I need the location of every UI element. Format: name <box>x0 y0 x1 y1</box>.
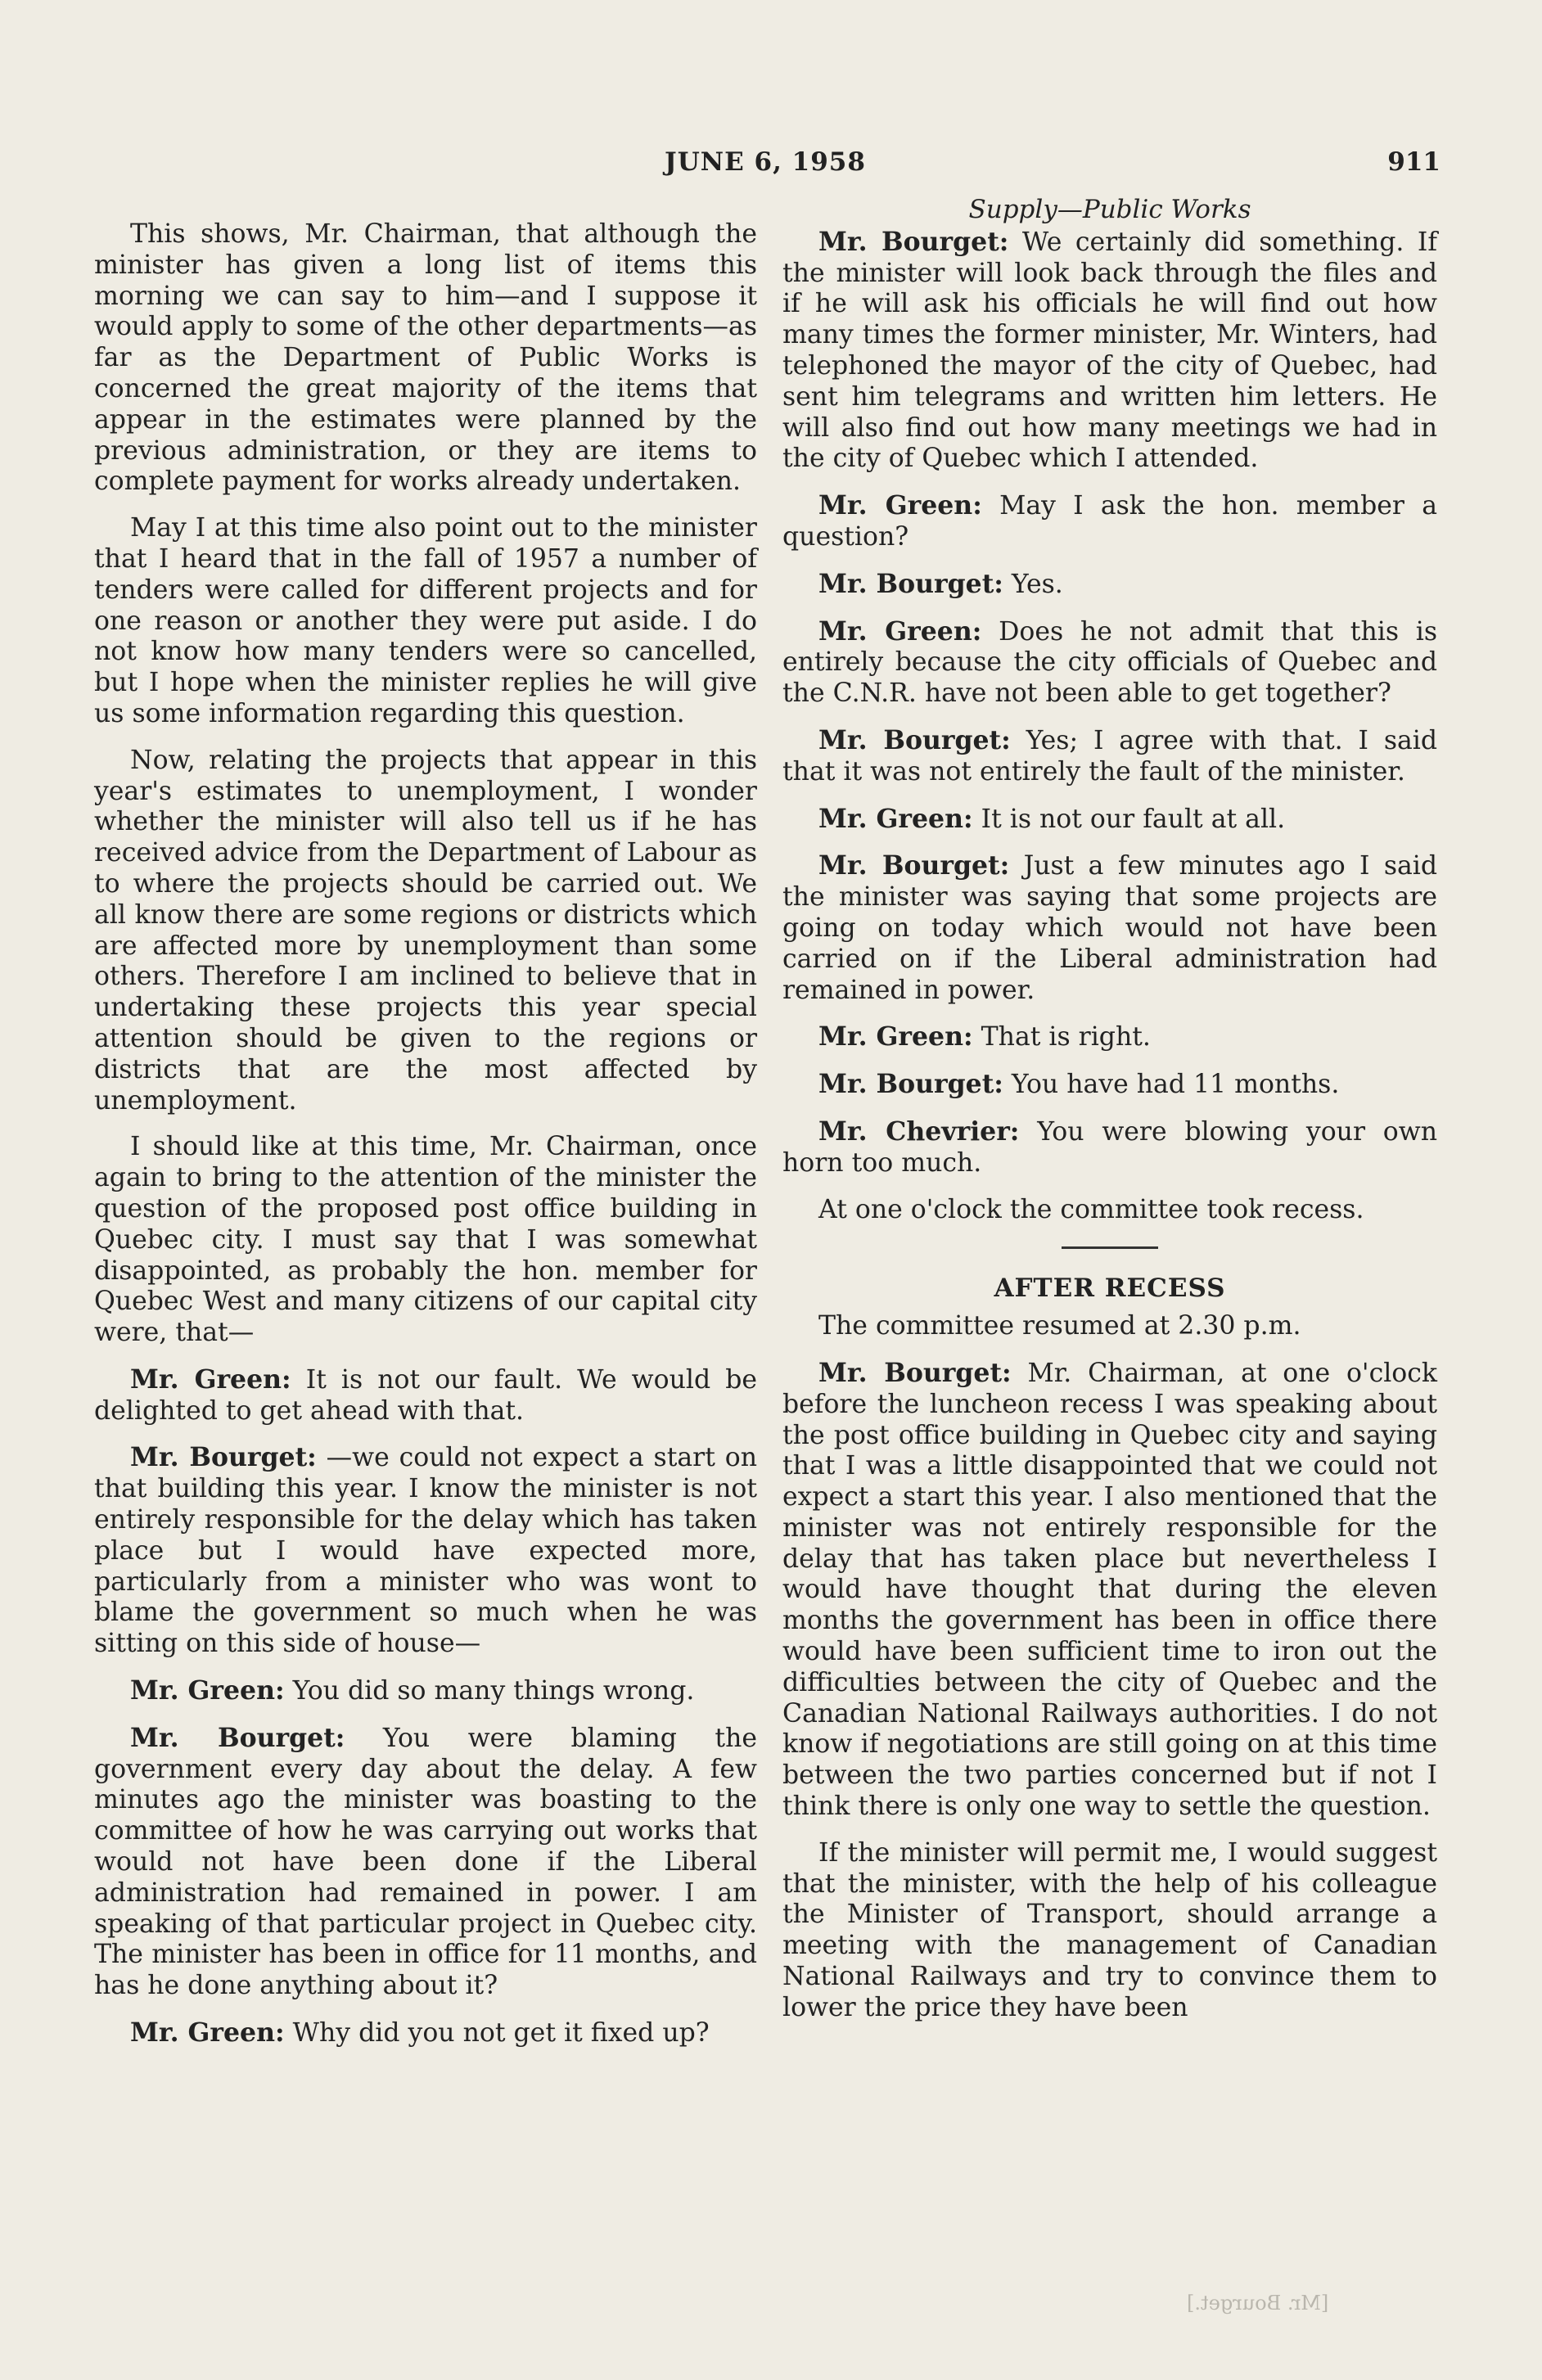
paragraph <box>94 1442 757 1660</box>
left-column <box>94 219 757 2065</box>
paragraph-text: It is not our fault at all. <box>981 804 1286 834</box>
page-header <box>90 147 1441 188</box>
section-heading: AFTER RECESS <box>994 1273 1226 1304</box>
running-head: Supply—Public Works <box>968 195 1251 224</box>
speaker-name: Mr. Bourget: <box>818 568 1003 599</box>
paragraph-text: At one o'clock the committee took recess. <box>818 1194 1364 1224</box>
paragraph <box>782 569 1437 601</box>
paragraph <box>94 513 757 730</box>
paragraph-text: This shows, Mr. Chairman, that although the minister has given a long list of items this morning we can say to him—and I suppose it would apply to some of the other departments—as far as the Department of Public Works is concerned the great majority of the items that appear in the estimates were planned by the previous administration, or they are items to complete payment for works already undertaken. <box>94 219 757 497</box>
paragraph-text: —we could not expect a start on that building this year. I know the minister is not entirely responsible for the delay which has taken place but I would have expected more, particularly from a minister who was wont to blame the government so much when he was sitting on this side of house— <box>94 1443 757 1659</box>
paragraph-text: You have had 11 months. <box>1011 1070 1340 1100</box>
paragraph-text: The committee resumed at 2.30 p.m. <box>818 1311 1301 1341</box>
paragraph-text: Yes. <box>1011 569 1063 599</box>
paragraph-text: I should like at this time, Mr. Chairman, once again to bring to the attention of the minister the question of the proposed post office building in Quebec city. I must say that I was somewhat disappointed, as probably the hon. member for Quebec West and many citizens of our capital city were, that— <box>94 1132 757 1348</box>
paragraph <box>782 1358 1437 1823</box>
speaker-name: Mr. Green: <box>130 2017 285 2049</box>
paragraph-text: Does he not admit that this is entirely because the city officials of Quebec and the C.N.R. have not been able to get together? <box>782 616 1437 709</box>
paragraph <box>94 1675 757 1707</box>
paragraph <box>782 850 1437 1006</box>
paragraph <box>782 1195 1437 1226</box>
paragraph <box>782 227 1437 475</box>
speaker-name: Mr. Bourget: <box>818 1069 1003 1100</box>
speaker-name: Mr. Bourget: <box>818 724 1011 755</box>
speaker-name: Mr. Bourget: <box>130 1442 317 1473</box>
paragraph-text: Why did you not get it fixed up? <box>292 2018 710 2049</box>
paragraph <box>94 219 757 498</box>
paragraph-text: Yes; I agree with that. I said that it was not entirely the fault of the minister. <box>782 725 1437 787</box>
speaker-name: Mr. Bourget: <box>818 226 1009 257</box>
paragraph <box>94 2017 757 2049</box>
paragraph-text: You were blowing your own horn too much. <box>782 1116 1438 1178</box>
paragraph <box>94 1364 757 1427</box>
speaker-name: Mr. Green: <box>818 490 982 521</box>
speaker-name: Mr. Bourget: <box>130 1722 345 1753</box>
paragraph-text: You did so many things wrong. <box>292 1676 695 1706</box>
paragraph-text: It is not our fault. We would be delighted to get ahead with that. <box>94 1364 757 1426</box>
paragraph <box>94 746 757 1117</box>
speaker-name: Mr. Chevrier: <box>818 1116 1020 1147</box>
bleed-through-text: [Mr. Bourget.] <box>1187 2292 1329 2315</box>
speaker-name: Mr. Green: <box>818 1021 973 1053</box>
speaker-name: Mr. Green: <box>130 1675 285 1706</box>
paragraph <box>782 490 1437 553</box>
section-divider <box>1062 1246 1158 1249</box>
paragraph <box>782 1311 1437 1342</box>
page-number: 911 <box>1387 147 1441 177</box>
speaker-name: Mr. Bourget: <box>818 1357 1012 1388</box>
right-column-top <box>782 227 1437 1226</box>
paragraph <box>782 1116 1437 1179</box>
right-column <box>782 195 1438 2040</box>
paragraph-text: Now, relating the projects that appear in this year's estimates to unemployment, I wonder whether the minister will also tell us if he has received advice from the Department of Labour as to where the projects should be carried out. We all know there are some regions or districts which are affected more by unemployment than some others. Therefore I am inclined to believe that in undertaking these projects this year special attention should be given to the regions or districts that are the most affected by unemployment. <box>94 745 757 1116</box>
page-date: JUNE 6, 1958 <box>665 147 866 177</box>
paragraph <box>782 725 1437 788</box>
right-column-bottom <box>782 1311 1437 2024</box>
paragraph-text: That is right. <box>981 1022 1151 1053</box>
paragraph <box>782 1838 1437 2024</box>
paragraph <box>94 1723 757 2002</box>
speaker-name: Mr. Green: <box>818 803 973 834</box>
paragraph <box>782 1021 1437 1053</box>
paragraph-text: You were blaming the government every day about the delay. A few minutes ago the minister was boasting to the committee of how he was carrying out works that would not have been done if the Liberal administration had remained in power. I am speaking of that particular project in Quebec city. The minister has been in office for 11 months, and has he done anything about it? <box>94 1723 758 2001</box>
paragraph <box>94 1132 757 1349</box>
paragraph-text: We certainly did something. If the minister will look back through the files and if he will ask his officials he will find out how many times the former minister, Mr. Winters, had telephoned the mayor of the city of Quebec, had sent him telegrams and written him letters. He will also find out how many meetings we had in the city of Quebec which I attended. <box>782 227 1437 474</box>
speaker-name: Mr. Green: <box>130 1364 291 1395</box>
paragraph-text: May I at this time also point out to the minister that I heard that in the fall of 1957 a number of tenders were called for different projects and for one reason or another they were put aside. I do not know how many tenders were so cancelled, but I hope when the minister replies he will give us some information regarding this question. <box>94 513 757 728</box>
paragraph <box>782 1069 1437 1101</box>
paragraph <box>782 804 1437 836</box>
speaker-name: Mr. Green: <box>818 615 982 647</box>
paragraph-text: Mr. Chairman, at one o'clock before the luncheon recess I was speaking about the post office building in Quebec city and saying that I was a little disappointed that we could not expect a start this year. I also mentioned that the minister was not entirely responsible for the delay that has taken place but nevertheless I would have thought that during the eleven months the government has been in office there would have been sufficient time to iron out the difficulties between the city of Quebec and the Canadian National Railways authorities. I do not know if negotiations are still going on at this time between the two parties concerned but if not I think there is only one way to settle the question. <box>782 1358 1438 1822</box>
paragraph-text: Just a few minutes ago I said the minister was saying that some projects are going on today which would not have been carried on if the Liberal administration had remained in power. <box>782 851 1438 1005</box>
paragraph-text: May I ask the hon. member a question? <box>782 491 1437 552</box>
paragraph <box>782 616 1437 710</box>
speaker-name: Mr. Bourget: <box>818 850 1010 881</box>
paragraph-text: If the minister will permit me, I would suggest that the minister, with the help of his colleague the Minister of Transport, should arrange a meeting with the management of Canadian National Railways and try to convince them to lower the price they have been <box>782 1837 1437 2022</box>
